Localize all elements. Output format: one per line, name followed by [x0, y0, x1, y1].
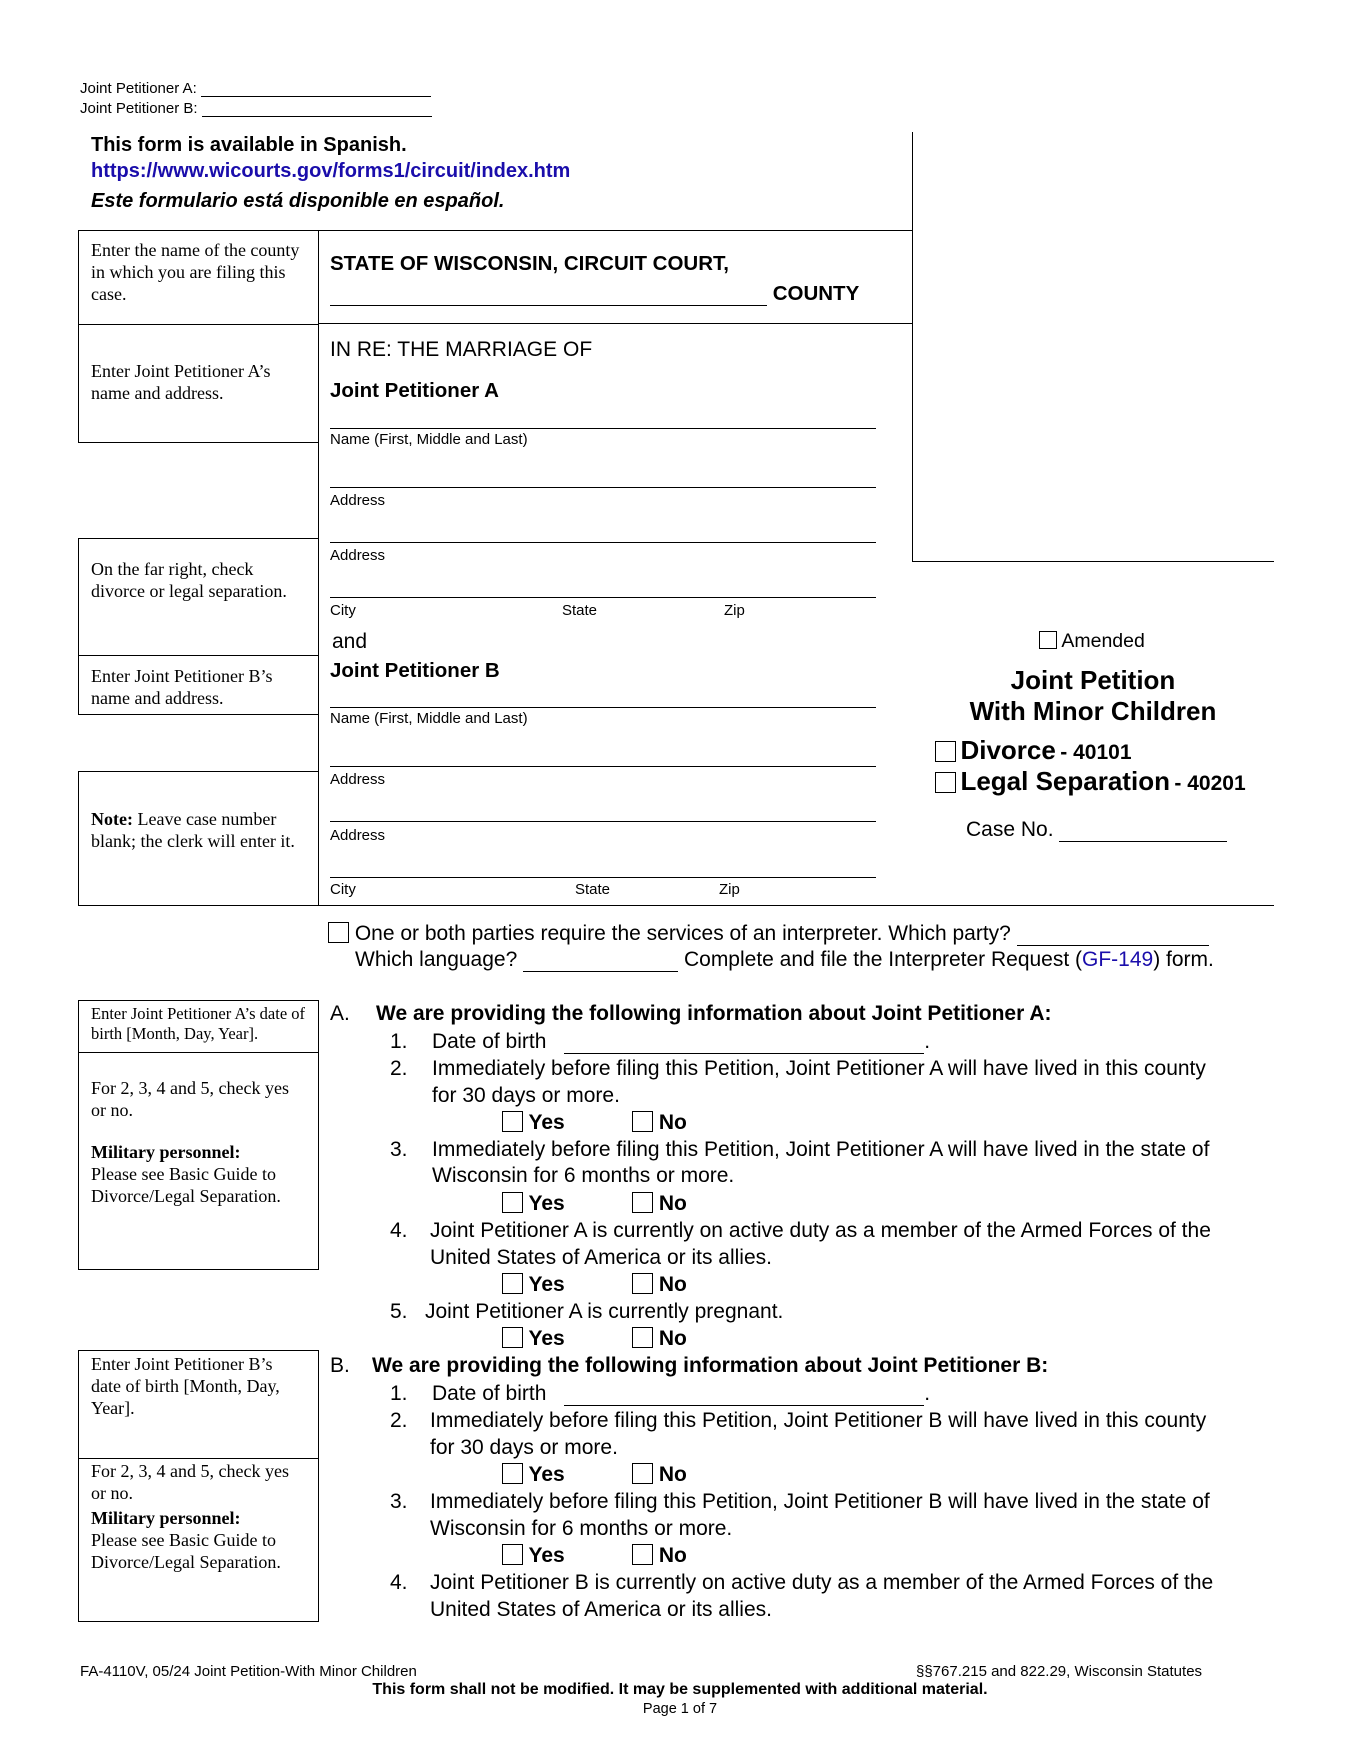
divorce-checkbox[interactable] [935, 741, 956, 762]
a5-no-checkbox[interactable] [632, 1327, 653, 1348]
state-label: State [575, 881, 611, 898]
a3-yes-option[interactable] [502, 1192, 565, 1216]
legal-separation-option[interactable] [935, 766, 1246, 797]
military-a-text: Please see Basic Guide to Divorce/Legal Separation. [91, 1164, 281, 1206]
a4-text2: United States of America or its allies. [430, 1246, 772, 1269]
yes-label: Yes [528, 1273, 565, 1296]
b2-text2: for 30 days or more. [430, 1436, 618, 1459]
spanish-notice-line: This form is available in Spanish. [91, 134, 407, 156]
a2-num: 2. [390, 1057, 408, 1080]
a2-no-option[interactable] [632, 1111, 687, 1135]
interpreter-checkbox[interactable] [328, 922, 349, 943]
petitioner-a-name-field[interactable] [330, 428, 876, 429]
footer-notice: This form shall not be modified. It may be supplemented with additional material. [372, 1681, 988, 1698]
petitioner-a-caption [80, 80, 431, 97]
yes-label: Yes [528, 1327, 565, 1350]
a4-yes-checkbox[interactable] [502, 1273, 523, 1294]
county-label: COUNTY [772, 282, 860, 305]
address-label: Address [330, 827, 386, 844]
b2-text: Immediately before filing this Petition, Joint Petitioner B will have lived in this county [430, 1409, 1207, 1432]
case-number-note-box [78, 771, 319, 906]
a4-no-checkbox[interactable] [632, 1273, 653, 1294]
zip-label: Zip [719, 881, 740, 898]
petitioner-a-caption-label: Joint Petitioner A: [80, 80, 197, 97]
form-title: Joint Petition [1010, 665, 1176, 695]
b2-no-option[interactable] [632, 1463, 687, 1487]
a2-text: Immediately before filing this Petition, Joint Petitioner A will have lived in this county [432, 1057, 1206, 1080]
a2-yes-option[interactable] [502, 1111, 565, 1135]
dob-b-instruction-box [78, 1350, 319, 1459]
address-label: Address [330, 547, 386, 564]
and-label: and [332, 630, 368, 653]
court-bottom-line [318, 323, 912, 324]
a4-num: 4. [390, 1219, 408, 1242]
petitioner-a-address2-field[interactable] [330, 542, 876, 543]
b2-num: 2. [390, 1409, 408, 1432]
check-b-instruction: For 2, 3, 4 and 5, check yes or no. [91, 1461, 289, 1503]
petitioner-b-caption-field[interactable] [202, 100, 432, 117]
county-instruction: Enter the name of the county in which you are filing this case. [91, 240, 300, 304]
b3-no-option[interactable] [632, 1544, 687, 1568]
military-b-text: Please see Basic Guide to Divorce/Legal Separation. [91, 1530, 281, 1572]
far-right-instruction: On the far right, check divorce or legal separation. [91, 559, 287, 601]
a5-num: 5. [390, 1300, 408, 1323]
a5-no-option[interactable] [632, 1327, 687, 1351]
legal-separation-label: Legal Separation [960, 766, 1170, 796]
interpreter-language-label: Which language? [355, 948, 518, 971]
court-title: STATE OF WISCONSIN, CIRCUIT COURT, [330, 252, 729, 275]
a1-item: Date of birth . [432, 1030, 931, 1053]
petitioner-a-instruction: Enter Joint Petitioner A’s name and address. [91, 361, 271, 403]
petitioner-b-caption-label: Joint Petitioner B: [80, 100, 198, 117]
b3-text: Immediately before filing this Petition, Joint Petitioner B will have lived in the state of [430, 1490, 1210, 1513]
b3-no-checkbox[interactable] [632, 1544, 653, 1565]
petitioner-a-heading: Joint Petitioner A [330, 379, 499, 402]
name-label: Name (First, Middle and Last) [330, 431, 528, 448]
petitioner-a-address1-field[interactable] [330, 487, 876, 488]
a1-dob-field[interactable] [564, 1033, 924, 1054]
b4-num: 4. [390, 1571, 408, 1594]
dob-a-instruction-box [78, 1000, 319, 1053]
far-right-instruction-box [78, 538, 319, 656]
b1-dob-field[interactable] [564, 1385, 924, 1406]
yes-label: Yes [528, 1544, 565, 1567]
footer-statutes: §§767.215 and 822.29, Wisconsin Statutes [916, 1663, 1203, 1680]
footer-page-number: Page 1 of 7 [642, 1701, 718, 1717]
name-label: Name (First, Middle and Last) [330, 710, 528, 727]
interpreter-complete-text: Complete and file the Interpreter Request ( [683, 948, 1083, 971]
petitioner-a-city-field[interactable] [330, 597, 876, 598]
b3-text2: Wisconsin for 6 months or more. [430, 1517, 733, 1540]
b4-text2: United States of America or its allies. [430, 1598, 772, 1621]
form-subtitle: With Minor Children [969, 696, 1217, 726]
city-label: City [330, 602, 356, 619]
a1-label: Date of birth [432, 1030, 547, 1053]
in-re-label: IN RE: THE MARRIAGE OF [330, 338, 593, 361]
interpreter-text: One or both parties require the services of an interpreter. Which party? [354, 922, 1011, 945]
no-label: No [658, 1111, 687, 1134]
city-label: City [330, 881, 356, 898]
a5-yes-checkbox[interactable] [502, 1327, 523, 1348]
b1-item: Date of birth . [432, 1382, 931, 1405]
b1-num: 1. [390, 1382, 408, 1405]
yes-label: Yes [528, 1463, 565, 1486]
a2-yes-checkbox[interactable] [502, 1111, 523, 1132]
check-a-instruction-box [78, 1052, 319, 1270]
case-number [966, 818, 1227, 842]
a5-text: Joint Petitioner A is currently pregnant. [425, 1300, 784, 1323]
address-label: Address [330, 492, 386, 509]
section-b-heading: We are providing the following information about Joint Petitioner B: [372, 1354, 1049, 1377]
no-label: No [658, 1273, 687, 1296]
petitioner-b-name-field[interactable] [330, 707, 876, 708]
clerk-box-bottom-border [912, 561, 1274, 562]
military-b-bold: Military personnel: [91, 1508, 241, 1528]
a4-text: Joint Petitioner A is currently on active duty as a member of the Armed Forces of the [430, 1219, 1211, 1242]
b2-yes-checkbox[interactable] [502, 1463, 523, 1484]
yes-label: Yes [528, 1192, 565, 1215]
yes-label: Yes [528, 1111, 565, 1134]
a2-text2: for 30 days or more. [432, 1084, 620, 1107]
petitioner-b-heading: Joint Petitioner B [330, 659, 500, 682]
divorce-label: Divorce [960, 735, 1056, 765]
a4-no-option[interactable] [632, 1273, 687, 1297]
amended-option[interactable] [1039, 630, 1145, 653]
address-label: Address [330, 771, 386, 788]
b3-yes-checkbox[interactable] [502, 1544, 523, 1565]
dob-b-instruction: Enter Joint Petitioner B’s date of birth [Month, Day, Year]. [91, 1354, 280, 1418]
interpreter-party-field[interactable] [1017, 925, 1209, 946]
footer-form-id: FA-4110V, 05/24 Joint Petition-With Minor Children [80, 1663, 417, 1680]
petitioner-b-instruction: Enter Joint Petitioner B’s name and address. [91, 666, 273, 708]
zip-label: Zip [724, 602, 745, 619]
section-a-letter: A. [330, 1002, 350, 1025]
interpreter-line [328, 922, 1209, 946]
petitioner-b-instruction-box [78, 655, 319, 715]
county-input[interactable] [330, 283, 767, 306]
case-number-label: Case No. [966, 818, 1054, 841]
a2-no-checkbox[interactable] [632, 1111, 653, 1132]
a4-yes-option[interactable] [502, 1273, 565, 1297]
no-label: No [658, 1192, 687, 1215]
case-number-field[interactable] [1059, 821, 1227, 842]
section-a-heading: We are providing the following information about Joint Petitioner A: [376, 1002, 1052, 1025]
no-label: No [658, 1327, 687, 1350]
petitioner-a-caption-field[interactable] [201, 80, 431, 97]
a3-yes-checkbox[interactable] [502, 1192, 523, 1213]
amended-label: Amended [1061, 630, 1145, 652]
spanish-notice-spanish: Este formulario está disponible en español. [91, 190, 505, 212]
gf-149-link[interactable]: GF-149 [1082, 948, 1154, 971]
no-label: No [658, 1463, 687, 1486]
a3-text2: Wisconsin for 6 months or more. [432, 1164, 735, 1187]
b3-num: 3. [390, 1490, 408, 1513]
county-instruction-box [78, 230, 319, 325]
petitioner-b-address2-field[interactable] [330, 821, 876, 822]
no-label: No [658, 1544, 687, 1567]
check-a-instruction: For 2, 3, 4 and 5, check yes or no. [91, 1078, 289, 1120]
military-a-bold: Military personnel: [91, 1142, 241, 1162]
a3-text: Immediately before filing this Petition, Joint Petitioner A will have lived in the state of [432, 1138, 1210, 1161]
b2-no-checkbox[interactable] [632, 1463, 653, 1484]
b4-text: Joint Petitioner B is currently on active duty as a member of the Armed Forces of the [430, 1571, 1214, 1594]
petitioner-b-city-field[interactable] [330, 877, 876, 878]
a1-num: 1. [390, 1030, 408, 1053]
interpreter-language-field[interactable] [523, 951, 678, 972]
petitioner-b-address1-field[interactable] [330, 766, 876, 767]
a5-yes-option[interactable] [502, 1327, 565, 1351]
note-bold: Note: [91, 809, 133, 829]
dob-a-instruction: Enter Joint Petitioner A’s date of birth [Month, Day, Year]. [91, 1004, 306, 1043]
interpreter-language-line [355, 948, 1214, 972]
b1-label: Date of birth [432, 1382, 547, 1405]
a3-no-checkbox[interactable] [632, 1192, 653, 1213]
section-b-letter: B. [330, 1354, 350, 1377]
a3-num: 3. [390, 1138, 408, 1161]
legal-separation-checkbox[interactable] [935, 772, 956, 793]
amended-checkbox[interactable] [1039, 631, 1057, 649]
note-text: Leave case number blank; the clerk will enter it. [91, 809, 295, 851]
check-b-instruction-box [78, 1458, 319, 1622]
court-top-line [318, 230, 912, 231]
state-label: State [562, 602, 598, 619]
wicourts-link[interactable]: https://www.wicourts.gov/forms1/circuit/index.htm [91, 160, 571, 182]
b3-yes-option[interactable] [502, 1544, 565, 1568]
interpreter-form-text: ) form. [1153, 948, 1214, 971]
petitioner-b-caption [80, 100, 432, 117]
county-line [330, 282, 859, 306]
a3-no-option[interactable] [632, 1192, 687, 1216]
divorce-code: - 40101 [1060, 741, 1132, 764]
petitioner-a-instruction-box [78, 324, 319, 443]
divorce-option[interactable] [935, 735, 1132, 766]
clerk-box-left-border [912, 132, 913, 562]
legal-separation-code: - 40201 [1174, 772, 1246, 795]
b2-yes-option[interactable] [502, 1463, 565, 1487]
